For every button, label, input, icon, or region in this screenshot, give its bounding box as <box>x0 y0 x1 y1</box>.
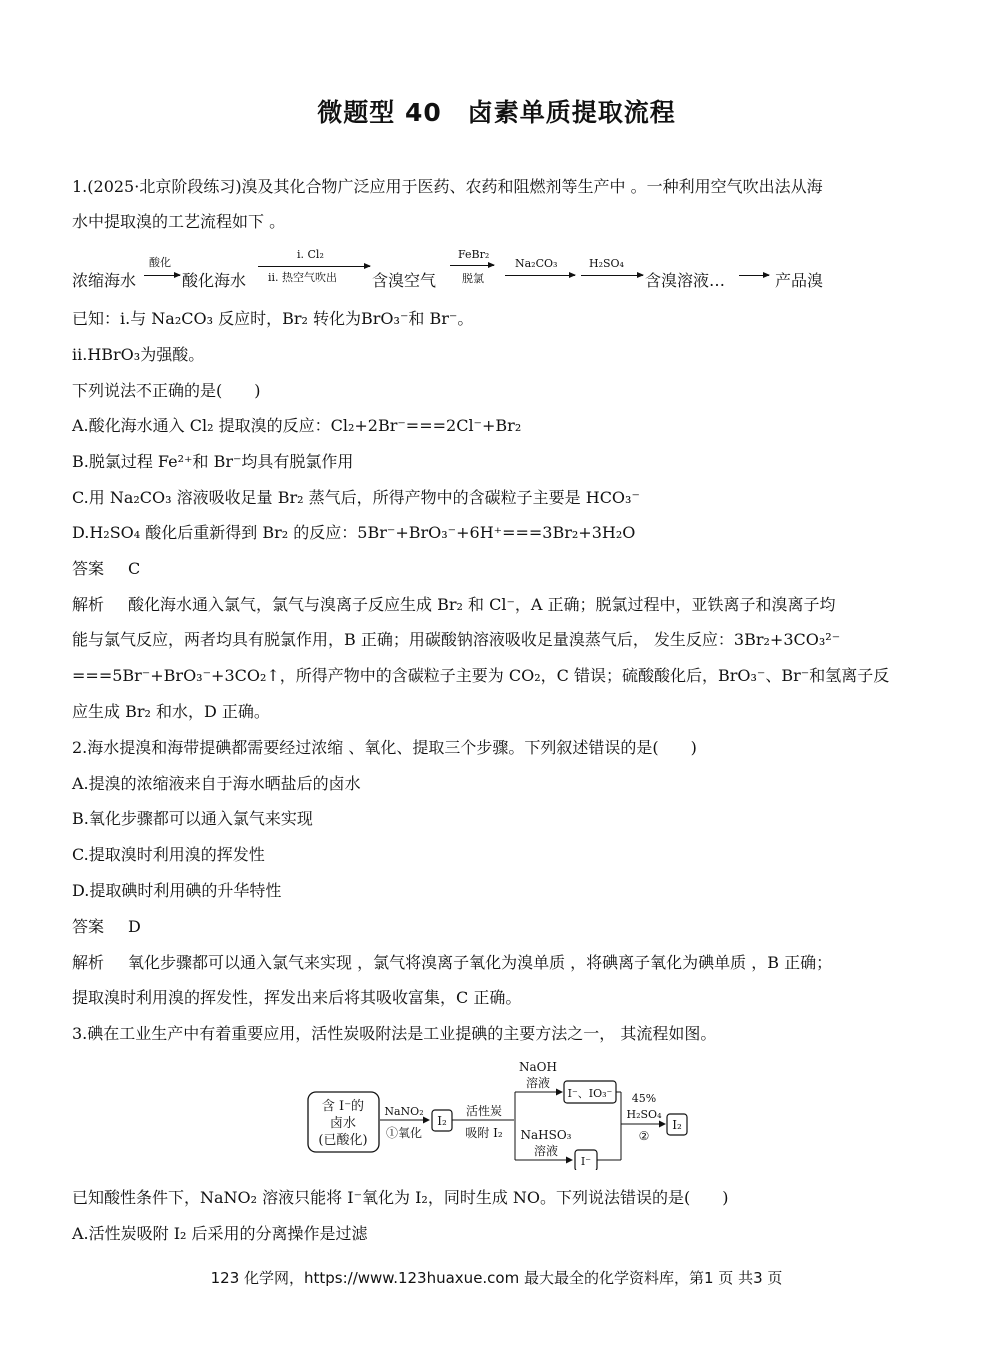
flow-arrow-3 <box>450 265 494 266</box>
flow-arrow-1 <box>144 275 180 276</box>
flow-step-product-bromine: 产品溴 <box>775 271 824 290</box>
flow-arrow-5 <box>581 275 643 276</box>
flow-i2-text: I₂ <box>437 1114 447 1128</box>
q1-flow-diagram <box>72 246 872 296</box>
q1-known-1: 已知：ⅰ.与 Na₂CO₃ 反应时，Br₂ 转化为BrO₃⁻和 Br⁻。 <box>72 309 474 328</box>
flow-brine-line3: (已酸化) <box>318 1133 368 1148</box>
flow-step-concentrated-seawater: 浓缩海水 <box>72 271 137 290</box>
q2-option-d: D.提取碘时利用碘的升华特性 <box>72 881 282 900</box>
explanation-text: 酸化海水通入氯气，氯气与溴离子反应生成 Br₂ 和 Cl⁻，A 正确；脱氯过程中，亚铁离子和溴离子均 <box>128 595 836 614</box>
answer-label: 答案 <box>72 917 105 936</box>
flow-label-acidify: 酸化 <box>149 256 171 269</box>
q2-explanation-line1 <box>72 952 832 974</box>
q3-flow-diagram <box>305 1058 695 1170</box>
flow-brine-line2: 卤水 <box>329 1116 357 1131</box>
q2-stem: 2.海水提溴和海带提碘都需要经过浓缩 、氧化、提取三个步骤。下列叙述错误的是( ) <box>72 738 697 757</box>
flow-label-na2co3: Na₂CO₃ <box>515 257 558 270</box>
flow-box-i-io3-text: I⁻、IO₃⁻ <box>567 1087 613 1100</box>
flow-label-adsorb: 吸附 I₂ <box>465 1126 503 1140</box>
q1-question: 下列说法不正确的是( ) <box>72 381 261 400</box>
q2-option-b: B.氧化步骤都可以通入氯气来实现 <box>72 809 313 828</box>
flow-label-nano2: NaNO₂ <box>384 1105 424 1118</box>
q1-option-d: D.H₂SO₄ 酸化后重新得到 Br₂ 的反应：5Br⁻+BrO₃⁻+6H⁺===3Br₂+3H₂O <box>72 523 636 542</box>
flow-brine-line1: 含 I⁻的 <box>321 1099 365 1114</box>
q1-explanation-line2: 能与氯气反应，两者均具有脱氯作用，B 正确；用碳酸钠溶液吸收足量溴蒸气后， 发生反应：3Br₂+3CO₃²⁻ <box>72 630 841 649</box>
q1-stem-line1: 1.(2025·北京阶段练习)溴及其化合物广泛应用于医药、农药和阻燃剂等生产中 。一种利用空气吹出法从海 <box>72 177 823 196</box>
flow-label-oxidize: ①氧化 <box>385 1126 423 1140</box>
flow-label-dechlorinate: 脱氯 <box>462 272 484 285</box>
flow-label-step2: ② <box>638 1129 650 1143</box>
flow-arrow-4 <box>505 275 575 276</box>
q1-stem-line2: 水中提取溴的工艺流程如下 。 <box>72 212 286 231</box>
q3-option-a: A.活性炭吸附 I₂ 后采用的分离操作是过滤 <box>72 1224 368 1243</box>
flow-step-bromine-solution: 含溴溶液… <box>645 271 726 290</box>
flow-label-nahso3-solution: 溶液 <box>533 1144 559 1158</box>
flow-arrow-6 <box>739 275 769 276</box>
answer-value: C <box>128 559 141 578</box>
q2-option-c: C.提取溴时利用溴的挥发性 <box>72 845 265 864</box>
flow-arrow-2 <box>258 266 370 267</box>
q1-option-b: B.脱氯过程 Fe²⁺和 Br⁻均具有脱氯作用 <box>72 452 354 471</box>
q1-explanation-line3: ===5Br⁻+BrO₃⁻+3CO₂↑，所得产物中的含碳粒子主要为 CO₂，C 错误；硫酸酸化后，BrO₃⁻、Br⁻和氢离子反 <box>72 666 890 685</box>
flow-label-hot-air: ⅱ. 热空气吹出 <box>268 271 338 284</box>
explanation-label: 解析 <box>72 595 105 614</box>
explanation-text: 氧化步骤都可以通入氯气来实现 ，氯气将溴离子氧化为溴单质 ，将碘离子氧化为碘单质 ，B 正确； <box>128 953 833 972</box>
answer-value: D <box>128 917 141 936</box>
flow-label-h2so4: H₂SO₄ <box>626 1108 662 1121</box>
q3-known: 已知酸性条件下，NaNO₂ 溶液只能将 I⁻氧化为 I₂，同时生成 NO。下列说法错误的是( ) <box>72 1188 729 1207</box>
q1-explanation-line1 <box>72 594 836 616</box>
q2-option-a: A.提溴的浓缩液来自于海水晒盐后的卤水 <box>72 774 361 793</box>
flow-step-acidified-seawater: 酸化海水 <box>182 271 247 290</box>
q1-option-c: C.用 Na₂CO₃ 溶液吸收足量 Br₂ 蒸气后，所得产物中的含碳粒子主要是 HCO₃⁻ <box>72 488 640 507</box>
flow-label-carbon: 活性炭 <box>465 1104 503 1118</box>
flow-label-45pct: 45% <box>631 1092 657 1105</box>
q2-explanation-line2: 提取溴时利用溴的挥发性，挥发出来后将其吸收富集，C 正确。 <box>72 988 522 1007</box>
flow-label-naoh: NaOH <box>519 1060 557 1074</box>
q3-stem: 3.碘在工业生产中有着重要应用，活性炭吸附法是工业提碘的主要方法之一， 其流程如图。 <box>72 1024 717 1043</box>
flow-label-febr2: FeBr₂ <box>458 248 490 261</box>
answer-label: 答案 <box>72 559 105 578</box>
flow-label-nahso3: NaHSO₃ <box>520 1128 572 1142</box>
flow-box-i-text: I⁻ <box>580 1155 592 1168</box>
flow-label-cl2: ⅰ. Cl₂ <box>297 248 324 261</box>
flow-label-naoh-solution: 溶液 <box>525 1076 551 1090</box>
flow-step-bromine-air: 含溴空气 <box>372 271 437 290</box>
flow-label-h2so4: H₂SO₄ <box>589 257 624 270</box>
flow-product-i2-text: I₂ <box>672 1118 682 1132</box>
q1-answer <box>72 558 140 580</box>
page-title: 微题型 40 卤素单质提取流程 <box>317 98 676 127</box>
q1-explanation-line4: 应生成 Br₂ 和水，D 正确。 <box>72 702 270 721</box>
explanation-label: 解析 <box>72 953 105 972</box>
page-footer: 123 化学网，https://www.123huaxue.com 最大最全的化学资料库，第1 页 共3 页 <box>210 1269 783 1287</box>
q2-answer <box>72 916 141 938</box>
q1-option-a: A.酸化海水通入 Cl₂ 提取溴的反应：Cl₂+2Br⁻===2Cl⁻+Br₂ <box>72 416 522 435</box>
q1-known-2: ⅱ.HBrO₃为强酸。 <box>72 345 205 364</box>
